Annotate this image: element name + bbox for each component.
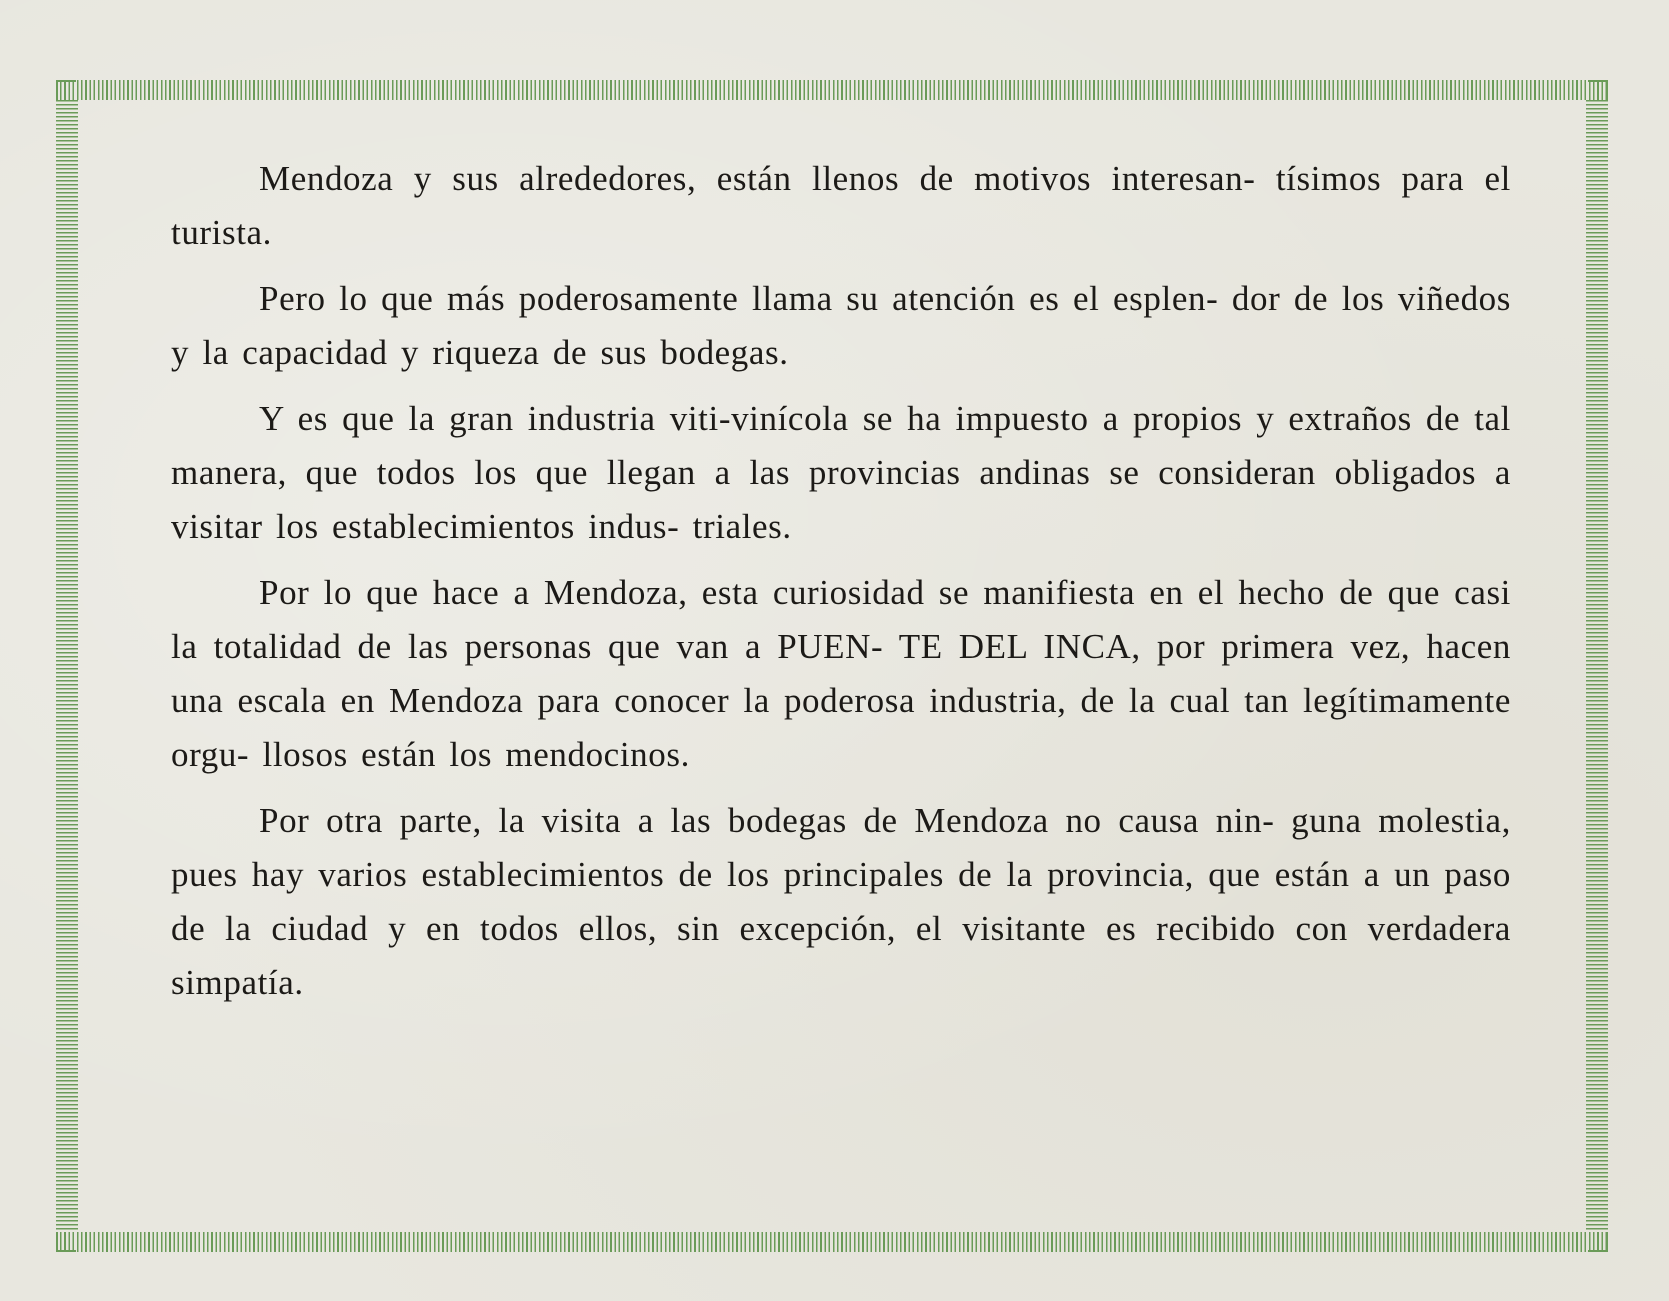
paragraph-4: Por lo que hace a Mendoza, esta curiosidad se manifiesta en el hecho de que casi la totalidad de las personas que van a PUEN- TE DEL INCA, por primera vez, hacen una escala en Mendoza para conocer la poderosa industria, de la cual tan legítimamente orgu- llosos están los mendocinos. [171,573,1511,774]
decorative-border-top [60,80,1608,100]
border-corner-top-right [1588,80,1608,100]
border-corner-bottom-left [56,1232,76,1252]
border-corner-top-left [56,80,76,100]
decorative-border-left [56,100,78,1232]
border-corner-bottom-right [1588,1232,1608,1252]
decorative-border-right [1586,100,1608,1232]
paragraph-2: Pero lo que más poderosamente llama su atención es el esplen- dor de los viñedos y la capacidad y riqueza de sus bodegas. [171,279,1511,372]
paragraph-5: Por otra parte, la visita a las bodegas de Mendoza no causa nin- guna molestia, pues hay varios establecimientos de los principales de la provincia, que están a un paso de la ciudad y en todos ellos, sin excepción, el visitante es recibido con verdadera simpatía. [171,801,1511,1002]
paragraph-1: Mendoza y sus alrededores, están llenos de motivos interesan- tísimos para el turista. [171,159,1511,252]
decorative-border-bottom [60,1232,1608,1252]
paragraph-3: Y es que la gran industria viti-vinícola se ha impuesto a propios y extraños de tal manera, que todos los que llegan a las provincias andinas se consideran obligados a visitar los establecimientos indus- triales. [171,399,1511,546]
body-text [171,152,1511,1022]
